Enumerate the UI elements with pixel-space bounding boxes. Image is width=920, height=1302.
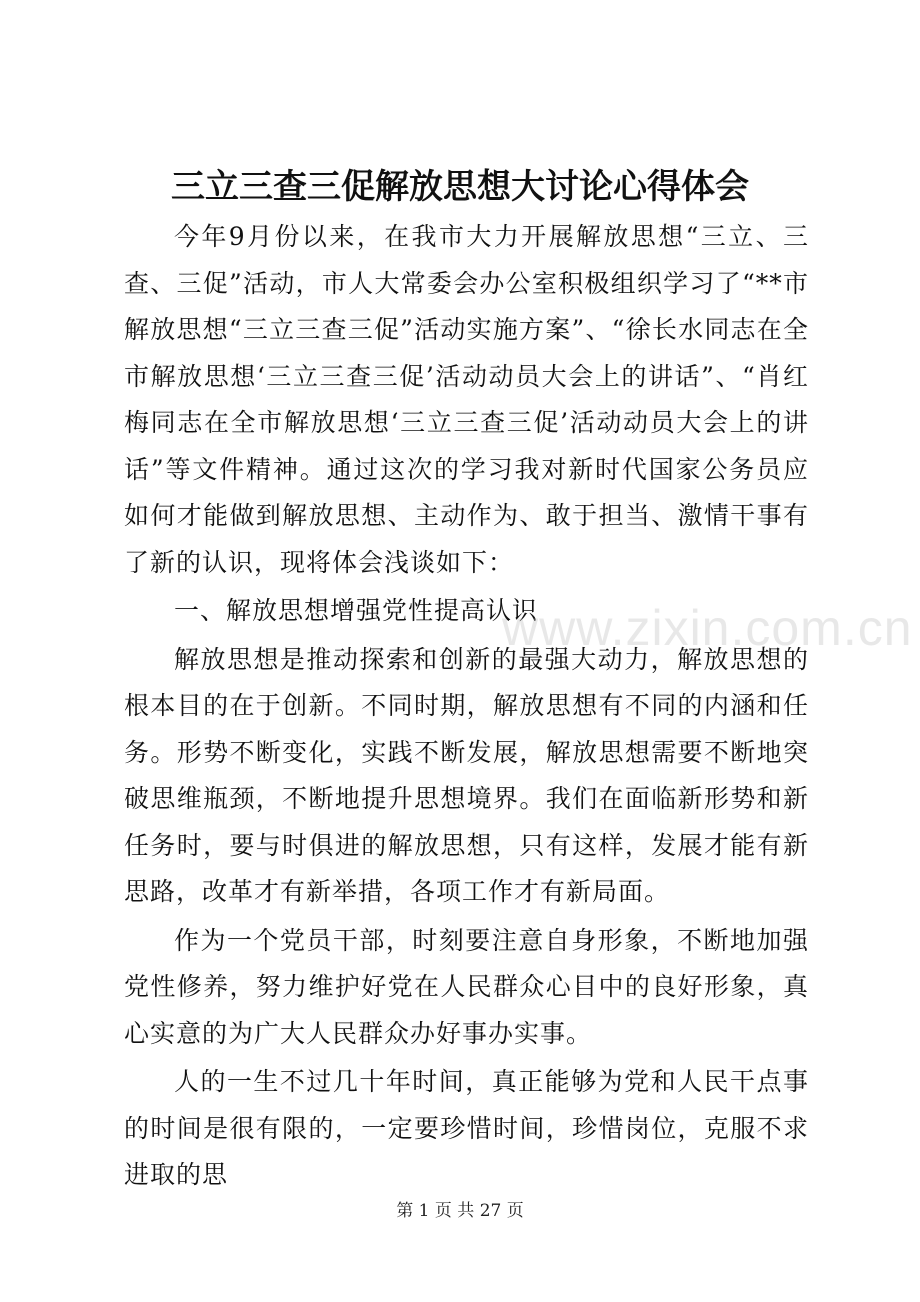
paragraph-lifetime: 人的一生不过几十年时间，真正能够为党和人民干点事的时间是很有限的，一定要珍惜时间，珍惜岗位，克服不求进取的思 [124,1067,809,1189]
paragraph-intro: 今年9月份以来，在我市大力开展解放思想“三立、三查、三促”活动，市人大常委会办公室积极组织学习了“**市解放思想“三立三查三促”活动实施方案”、“徐长水同志在全市解放思想‘三立三查三促’活动动员大会上的讲话”、“肖红梅同志在全市解放思想‘三立三查三促’活动动员大会上的讲话”等文件精神。通过这次的学习我对新时代国家公务员应如何才能做到解放思想、主动作为、敢于担当、激情干事有了新的认识，现将体会浅谈如下： [124,222,809,577]
paragraph-party-member: 作为一个党员干部，时刻要注意自身形象，不断地加强党性修养，努力维护好党在人民群众心目中的良好形象，真心实意的为广大人民群众办好事办实事。 [124,925,809,1048]
paragraph-liberate-thinking: 解放思想是推动探索和创新的最强大动力，解放思想的根本目的在于创新。不同时期，解放思想有不同的内涵和任务。形势不断变化，实践不断发展，解放思想需要不断地突破思维瓶颈，不断地提升思想境界。我们在面临新形势和新任务时，要与时俱进的解放思想，只有这样，发展才能有新思路，改革才有新举措，各项工作才有新局面。 [124,644,809,906]
document-title: 三立三查三促解放思想大讨论心得体会 [171,167,749,207]
section-heading-1: 一、解放思想增强党性提高认识 [174,596,539,625]
page-footer: 第 1 页 共 27 页 [396,1201,524,1221]
watermark: www.zixin.com.cn [502,600,913,656]
document-body [124,214,809,1199]
